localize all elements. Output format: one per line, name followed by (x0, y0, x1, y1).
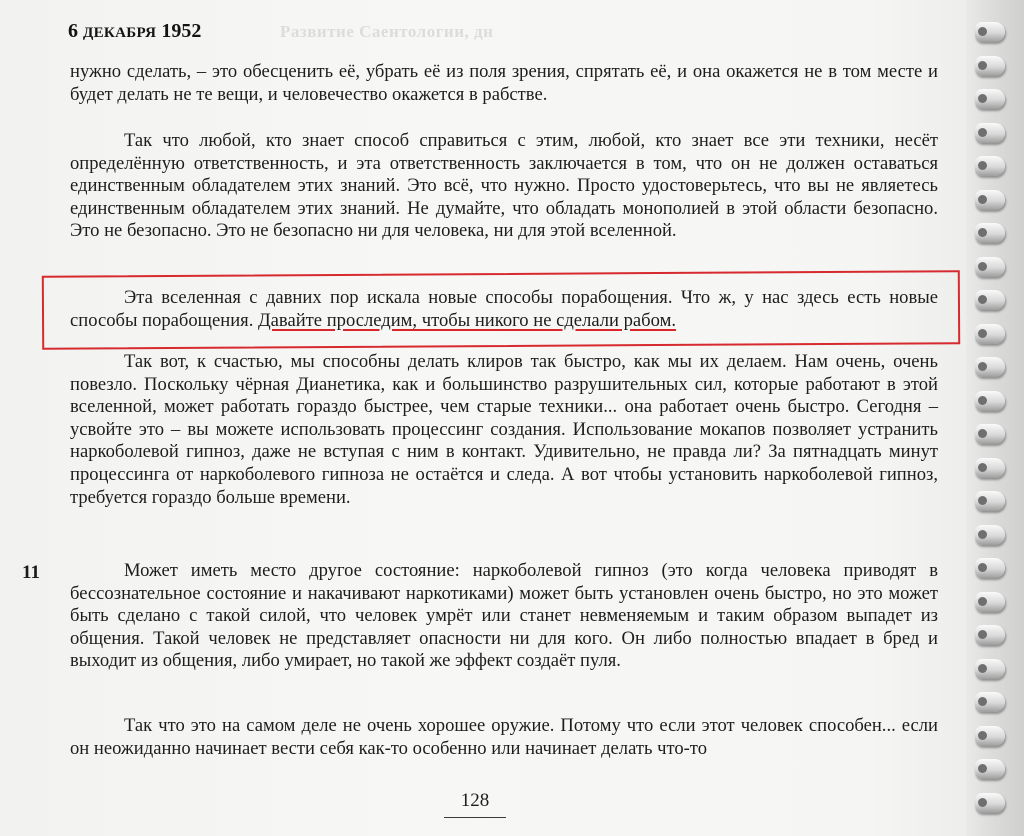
binding-ring (975, 592, 1005, 612)
paragraph-1: нужно сделать, – это обесценить её, убрать её из поля зрения, спрятать её, и она окажется не в том месте и будет делать не те вещи, и человечество окажется в рабстве. (70, 61, 938, 105)
binding-ring (975, 357, 1005, 377)
underlined-sentence: Давайте проследим, чтобы никого не сделали рабом. (258, 309, 677, 331)
binding-ring (975, 625, 1005, 645)
binding-ring (975, 190, 1005, 210)
margin-section-number: 11 (22, 562, 40, 583)
binding-ring (975, 123, 1005, 143)
binding-ring (975, 89, 1005, 109)
running-head-month: ДЕКАБРЯ (83, 25, 157, 41)
binding-ring (975, 223, 1005, 243)
paragraph-2: Так что любой, кто знает способ справиться с этим, любой, кто знает все эти техники, несёт определённую ответственность, и эта ответственность заключается в том, что он не должен оставаться единственным обладателем этих знаний. Это всё, что нужно. Просто удостоверьтесь, что вы не являетесь единственным обладателем этих знаний. Не думайте, что обладать монополией в этой области безопасно. Это не безопасно. Это не безопасно ни для человека, ни для этой вселенной. (70, 130, 938, 242)
binding-ring (975, 659, 1005, 679)
paragraph-3-text: Эта вселенная с давних пор искала новые способы порабощения. Что ж, у нас здесь есть новые способы порабощения. (70, 287, 938, 331)
binding-ring (975, 692, 1005, 712)
running-head-day: 6 (68, 20, 78, 42)
binding-ring (975, 458, 1005, 478)
binding-ring (975, 22, 1005, 42)
binding-ring (975, 525, 1005, 545)
binding-ring (975, 793, 1005, 813)
binding-ring (975, 290, 1005, 310)
running-head-date (68, 20, 201, 43)
paragraph-6: Так что это на самом деле не очень хорошее оружие. Потому что если этот человек способен... если он неожиданно начинает вести себя как-то особенно или начинает делать что-то (70, 715, 938, 759)
running-head-year: 1952 (161, 20, 202, 42)
binding-ring (975, 324, 1005, 344)
page-number: 128 (460, 790, 490, 811)
bleed-through-text: Развитие Саентологии, дн (280, 22, 494, 41)
page-number-rule (444, 817, 506, 818)
binding-ring (975, 558, 1005, 578)
binding-ring (975, 156, 1005, 176)
binding-ring (975, 726, 1005, 746)
paragraph-5: Может иметь место другое состояние: наркоболевой гипноз (это когда человека приводят в бессознательное состояние и накачивают наркотиками) может быть установлен очень быстро, но это может быть сделано с такой силой, что человек умрёт или станет невменяемым и таким образом выпадет из общения. Такой человек не представляет опасности ни для кого. Он либо полностью впадает в бред и выходит из общения, либо умирает, но такой же эффект создаёт пуля. (70, 560, 938, 672)
binding-ring (975, 424, 1005, 444)
binding-ring (975, 391, 1005, 411)
binding-ring (975, 56, 1005, 76)
binding-ring (975, 491, 1005, 511)
paragraph-4: Так вот, к счастью, мы способны делать клиров так быстро, как мы их делаем. Нам очень, очень повезло. Поскольку чёрная Дианетика, как и большинство разрушительных сил, которые работают в этой вселенной, может работать гораздо быстрее, чем старые техники... она работает очень быстро. Сегодня – усвойте это – вы можете использовать процессинг создания. Использование мокапов позволяет устранить наркоболевой гипноз, даже не вступая с ним в контакт. Удивительно, не правда ли? За пятнадцать минут процессинга от наркоболевого гипноза не остаётся и следа. А вот чтобы установить наркоболевой гипноз, требуется гораздо больше времени. (70, 351, 938, 508)
binding-ring (975, 759, 1005, 779)
binding-ring (975, 257, 1005, 277)
red-highlight-box (42, 270, 960, 350)
